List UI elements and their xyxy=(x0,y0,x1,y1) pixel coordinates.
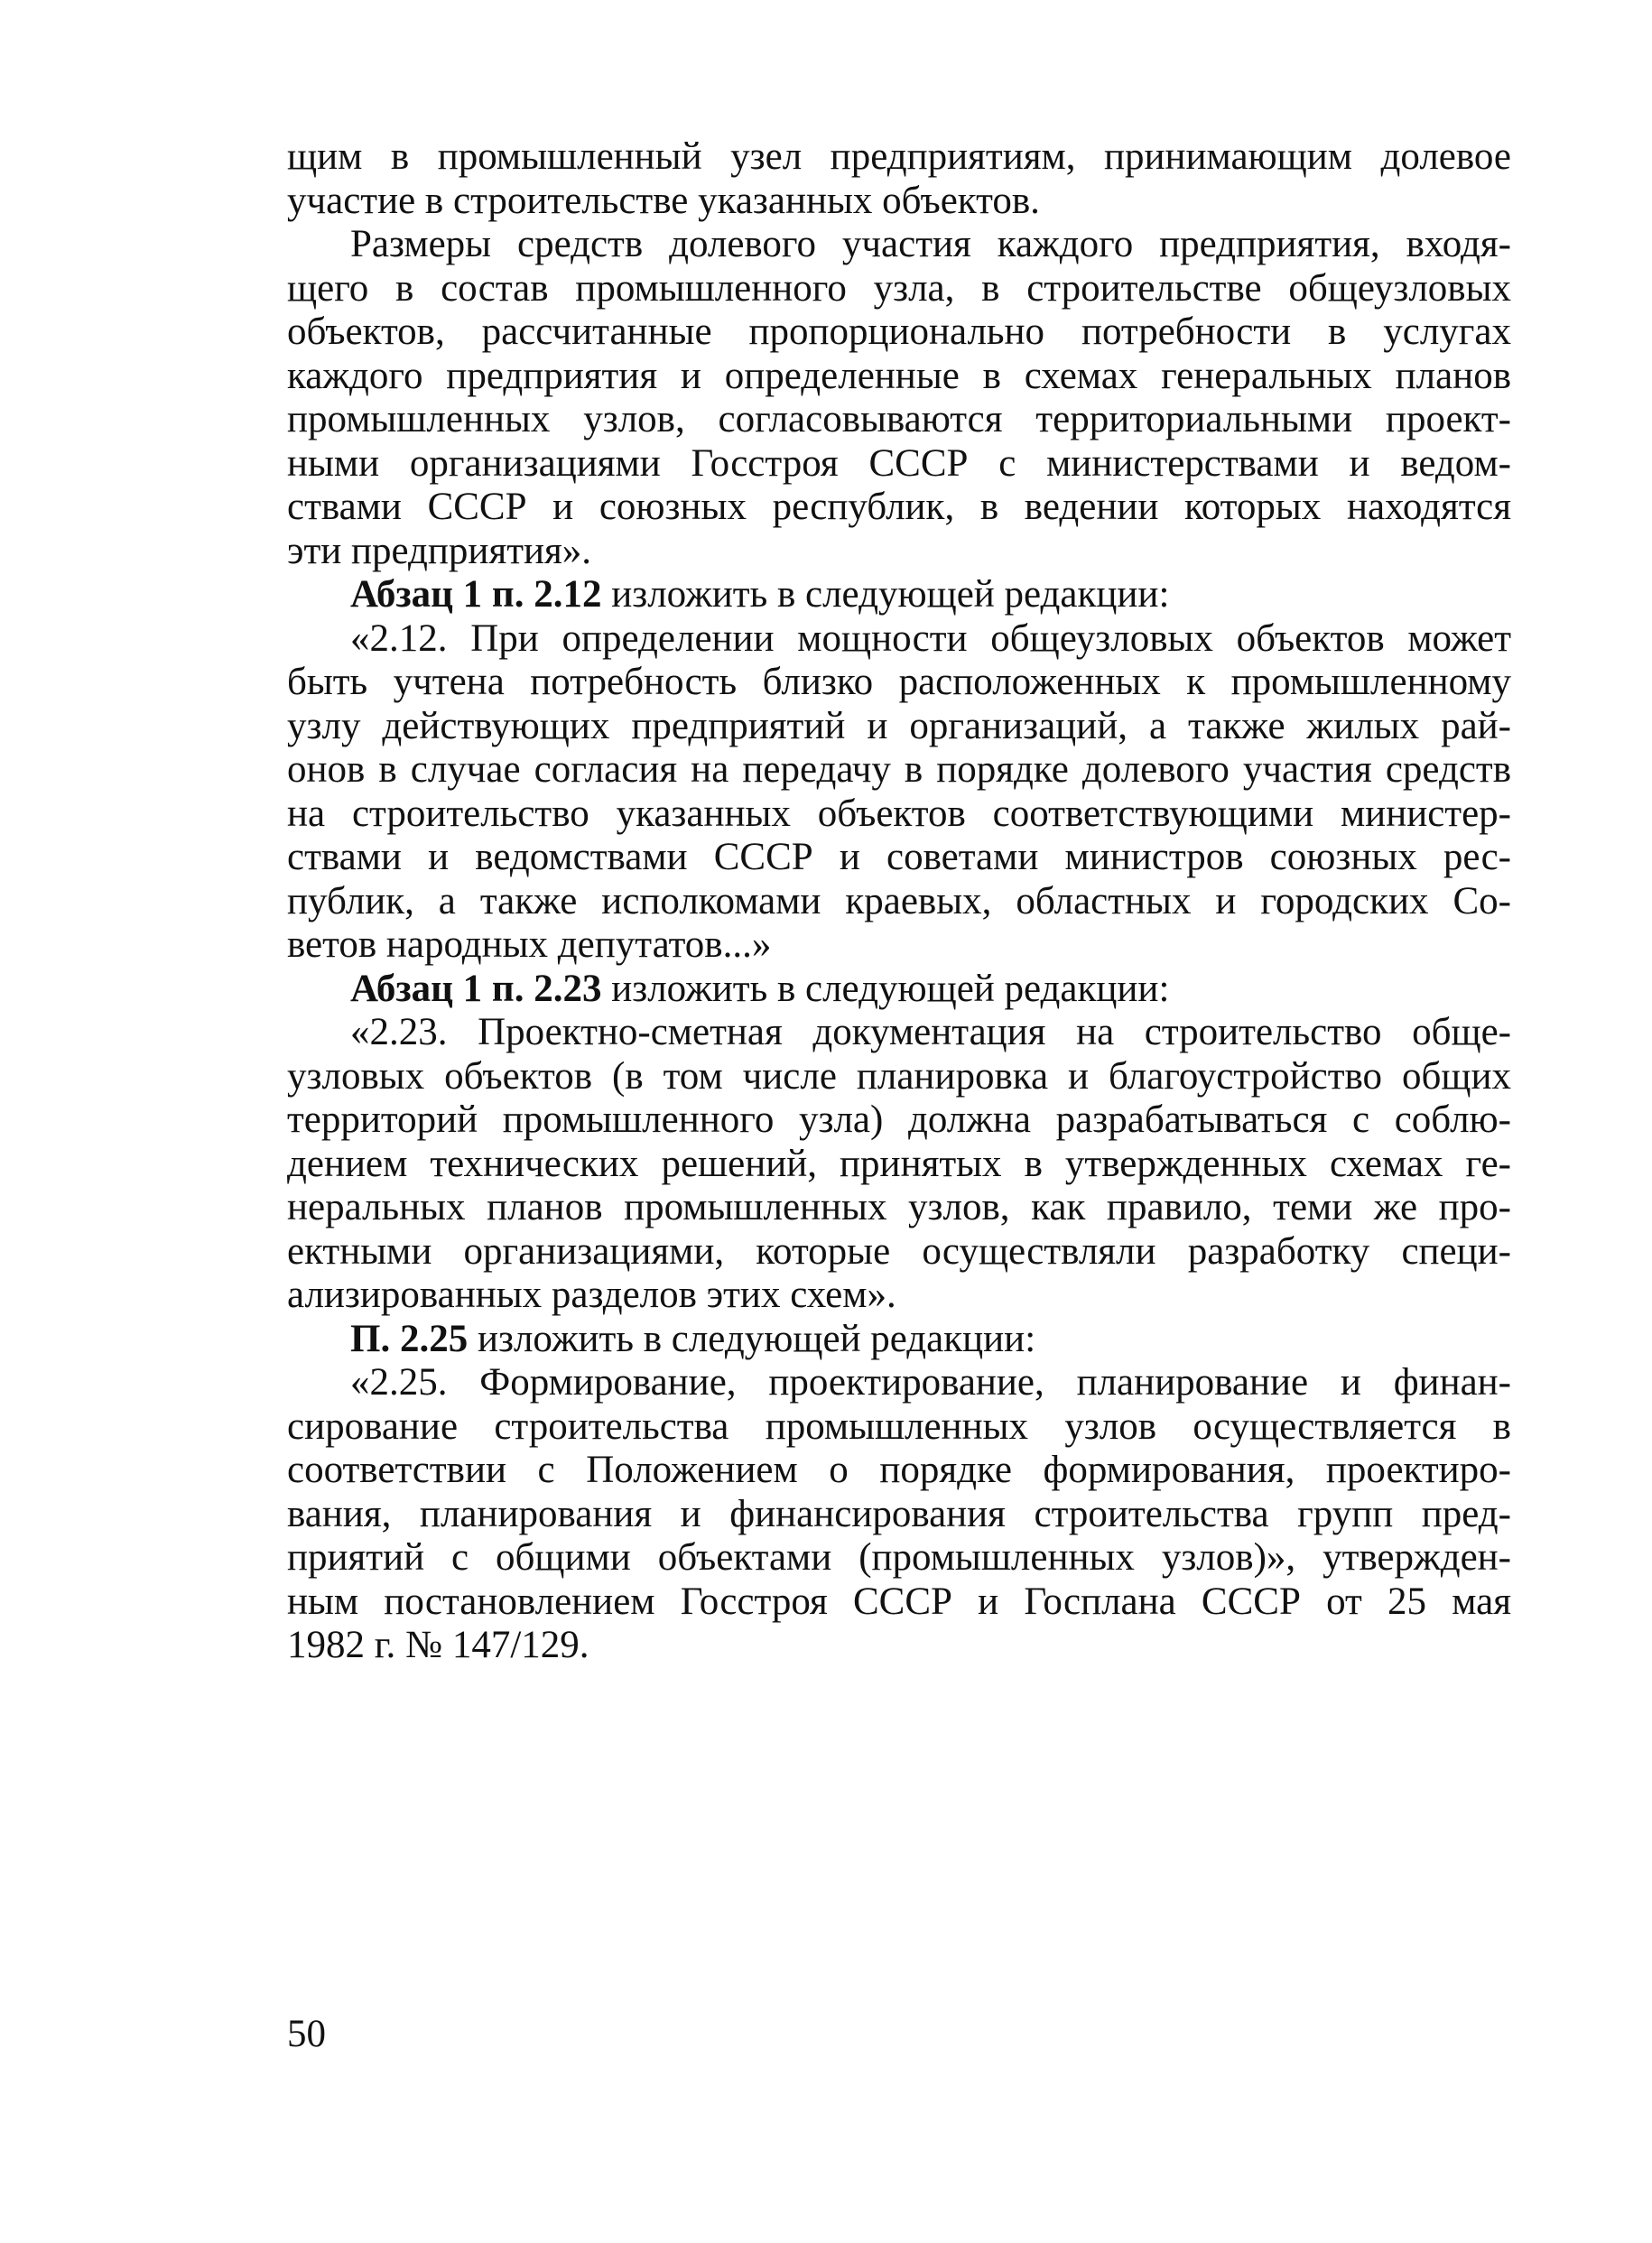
amendment-instruction xyxy=(287,968,1511,1012)
text-line: сирование строительства промышленных узлов осуществляется в xyxy=(287,1404,1511,1448)
text-line: Размеры средств долевого участия каждого предприятия, входя- xyxy=(350,223,1511,265)
text-line: на строительство указанных объектов соответствующими министер- xyxy=(287,792,1511,835)
text-line: соответствии с Положением о порядке формирования, проектиро- xyxy=(287,1449,1511,1491)
text-line: каждого предприятия и определенные в схемах генеральных планов xyxy=(287,354,1511,397)
text-line: узловых объектов (в том числе планировка и благоустройство общих xyxy=(287,1054,1511,1098)
amendment-instruction-text: изложить в следующей редакции: xyxy=(468,1317,1036,1360)
amendment-instruction-text: изложить в следующей редакции: xyxy=(601,967,1170,1010)
text-line: ектными организациями, которые осуществляли разработку специ- xyxy=(287,1229,1511,1273)
text-line: ализированных разделов этих схем». xyxy=(287,1274,896,1316)
text-line: ным постановлением Госстроя СССР и Госплана СССР от 25 мая xyxy=(287,1580,1511,1623)
paragraph-2-25 xyxy=(287,1361,1511,1668)
amendment-reference: П. 2.25 xyxy=(350,1317,469,1360)
text-line: участие в строительстве указанных объектов. xyxy=(287,179,1040,222)
text-line: вания, планирования и финансирования строительства групп пред- xyxy=(287,1492,1511,1535)
text-line: «2.23. Проектно-сметная документация на строительство обще- xyxy=(350,1011,1511,1053)
paragraph-2-12 xyxy=(287,617,1511,968)
paragraph-2-23 xyxy=(287,1011,1511,1318)
text-line: узлу действующих предприятий и организаций, а также жилых рай- xyxy=(287,704,1511,747)
text-line: «2.12. При определении мощности общеузловых объектов может xyxy=(350,616,1511,660)
text-line: объектов, рассчитанные пропорционально потребности в услугах xyxy=(287,310,1511,353)
amendment-reference: Абзац 1 п. 2.23 xyxy=(350,967,602,1010)
text-line: ветов народных депутатов...» xyxy=(287,923,772,966)
amendment-instruction-text: изложить в следующей редакции: xyxy=(601,573,1170,616)
text-line: дением технических решений, принятых в утвержденных схемах ге- xyxy=(287,1142,1511,1185)
text-line: онов в случае согласия на передачу в порядке долевого участия средств xyxy=(287,748,1511,791)
paragraph-continuation xyxy=(287,135,1511,223)
text-line: промышленных узлов, согласовываются территориальными проект- xyxy=(287,398,1511,440)
text-line: публик, а также исполкомами краевых, областных и городских Со- xyxy=(287,879,1511,922)
amendment-instruction xyxy=(287,573,1511,617)
text-line: ствами и ведомствами СССР и советами министров союзных рес- xyxy=(287,836,1511,878)
text-line: 1982 г. № 147/129. xyxy=(287,1624,589,1666)
text-line: неральных планов промышленных узлов, как правило, теми же про- xyxy=(287,1186,1511,1228)
paragraph-share-sizes xyxy=(287,223,1511,573)
text-line: быть учтена потребность близко расположенных к промышленному xyxy=(287,661,1511,703)
text-line: ными организациями Госстроя СССР с министерствами и ведом- xyxy=(287,441,1511,485)
text-body xyxy=(287,135,1511,1668)
amendment-instruction xyxy=(287,1318,1511,1362)
text-line: эти предприятия». xyxy=(287,529,592,572)
text-line: «2.25. Формирование, проектирование, планирование и финан- xyxy=(350,1361,1511,1404)
page-number: 50 xyxy=(287,2013,326,2055)
text-line: щим в промышленный узел предприятиям, принимающим долевое xyxy=(287,135,1511,178)
text-line: ствами СССР и союзных республик, в ведении которых находятся xyxy=(287,486,1511,528)
text-line: щего в состав промышленного узла, в строительстве общеузловых xyxy=(287,266,1511,310)
text-line: приятий с общими объектами (промышленных узлов)», утвержден- xyxy=(287,1536,1511,1579)
text-line: территорий промышленного узла) должна разрабатываться с соблю- xyxy=(287,1098,1511,1141)
amendment-reference: Абзац 1 п. 2.12 xyxy=(350,573,602,616)
